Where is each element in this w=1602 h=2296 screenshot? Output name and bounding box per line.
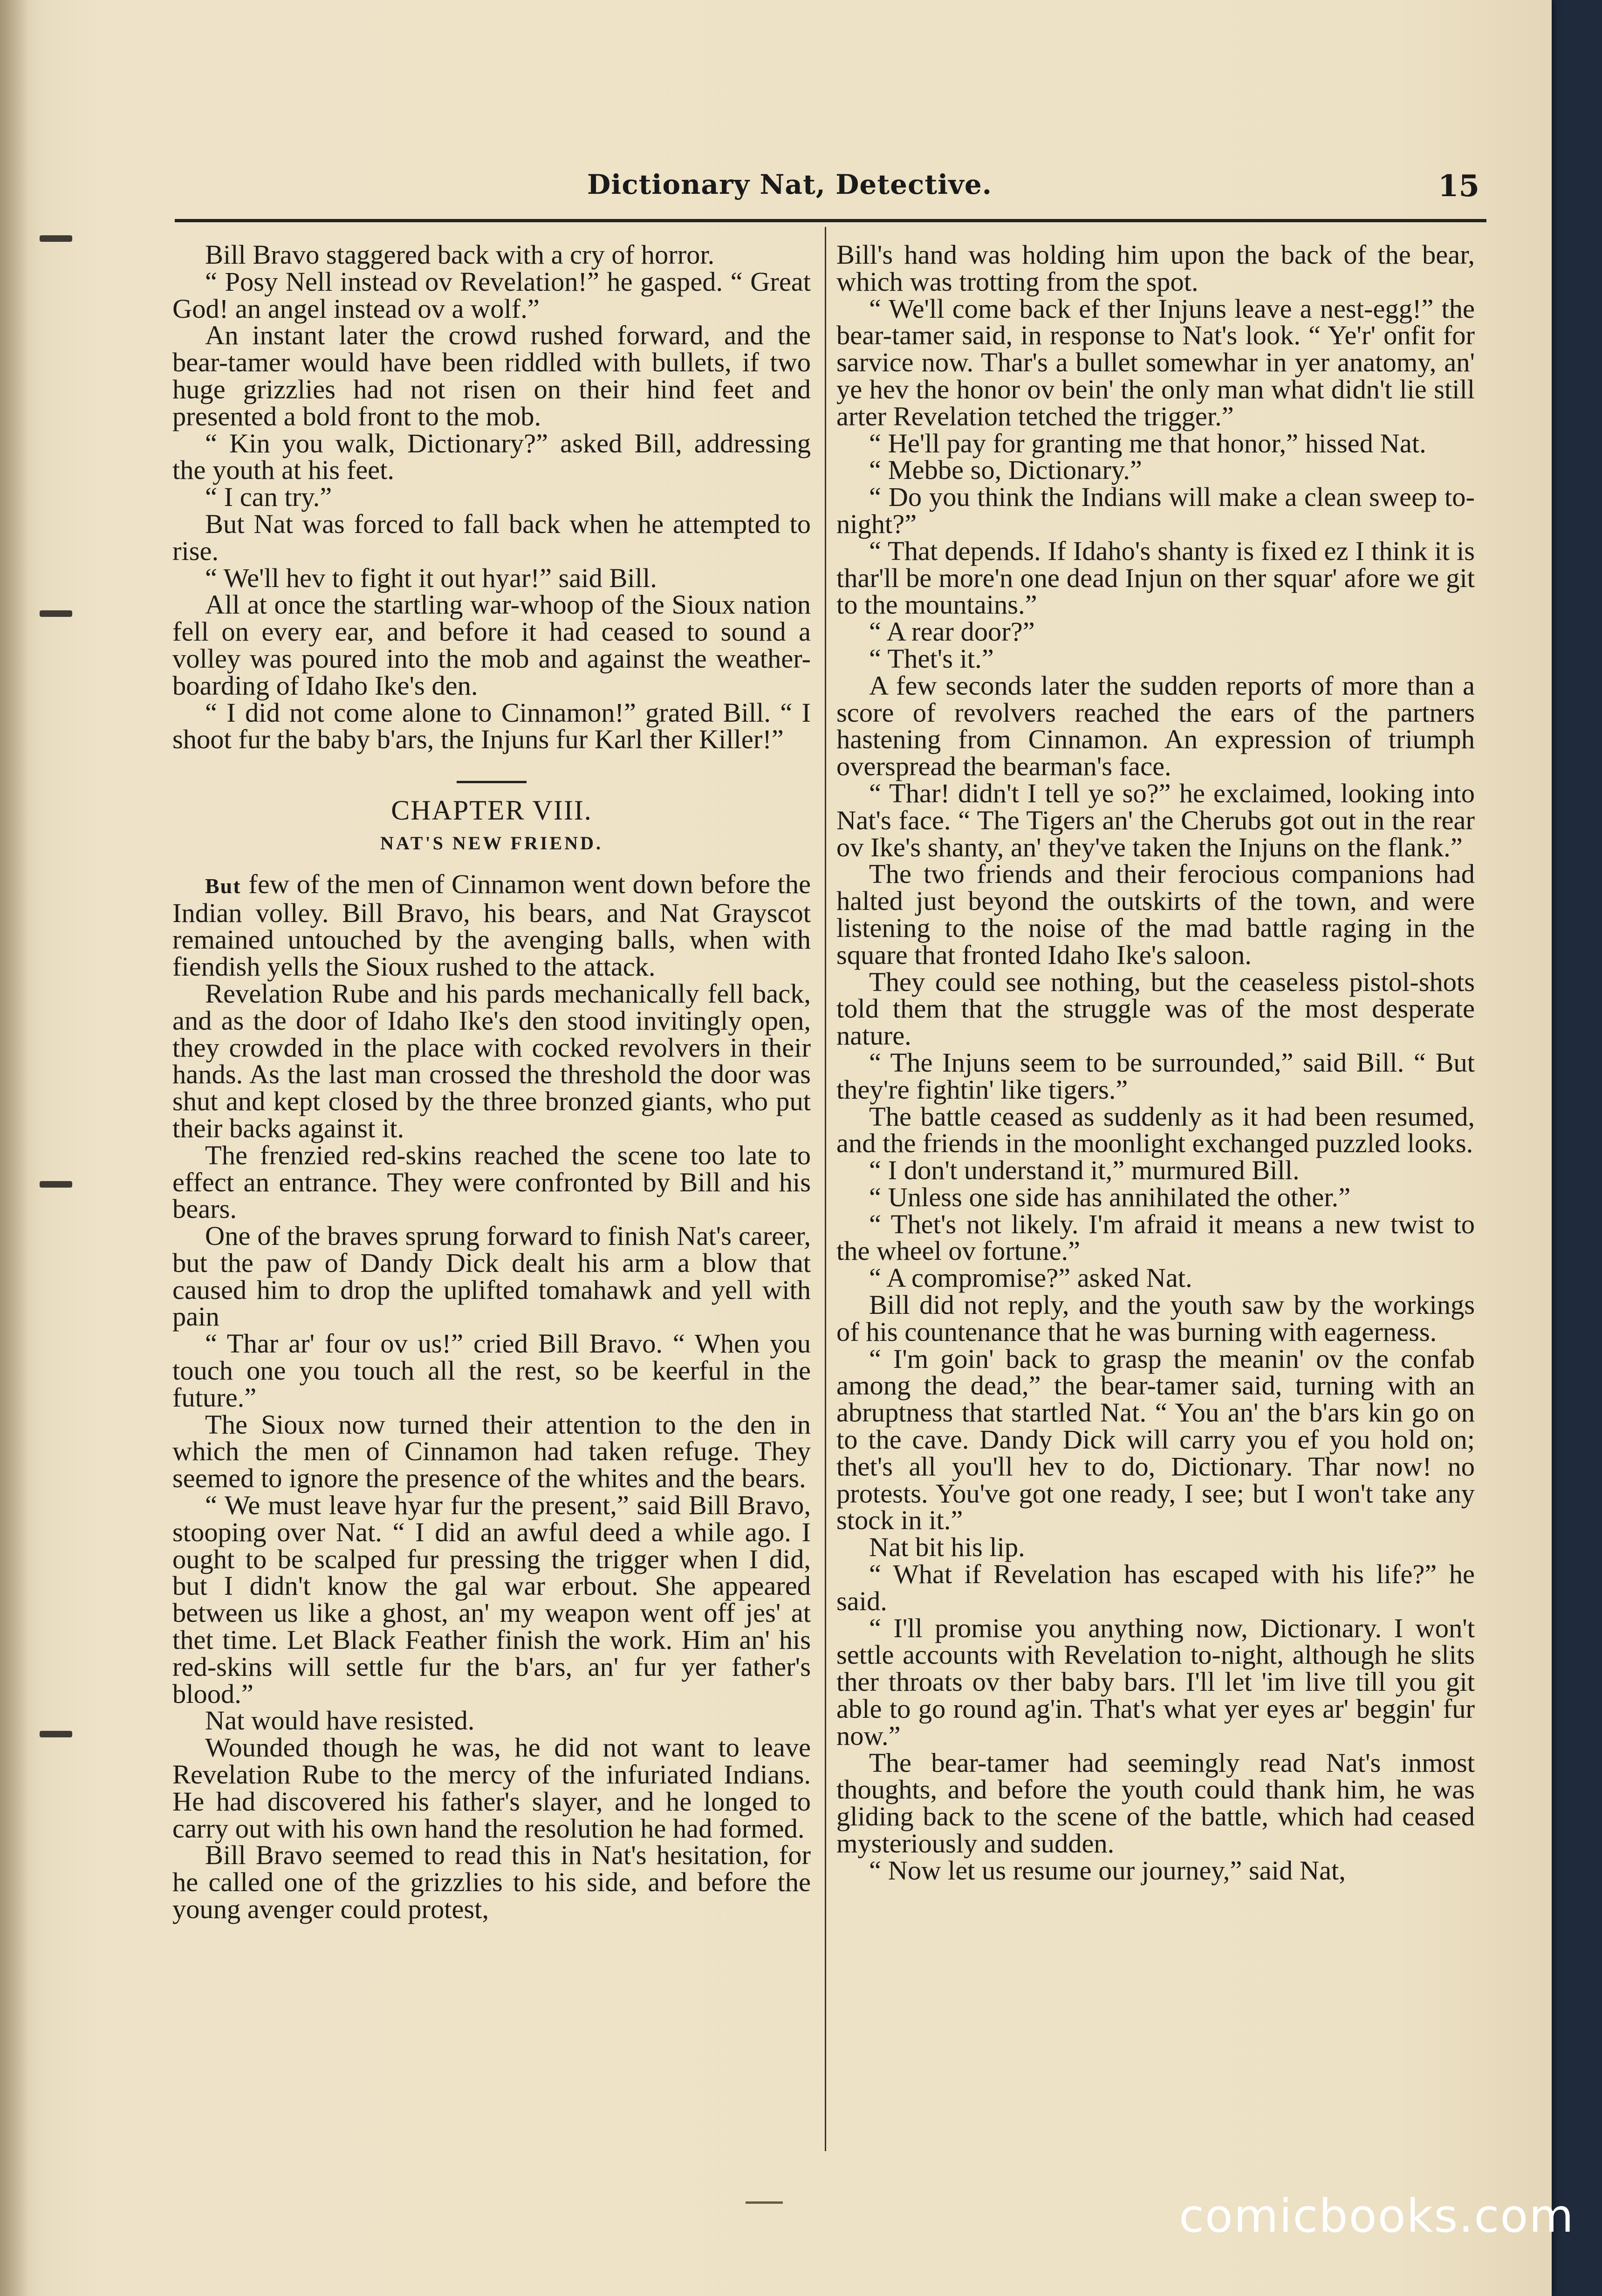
- paragraph: “ Thar! didn't I tell ye so?” he exclaimed, looking into Nat's face. “ The Tigers an' the Cherubs got out in the rear ov Ike's shanty, an' they've taken the Injuns on the flank.”: [836, 778, 1475, 862]
- paragraph: But Nat was forced to fall back when he attempted to rise.: [172, 508, 811, 566]
- paragraph: “ A compromise?” asked Nat.: [869, 1263, 1192, 1293]
- paragraph: [172, 868, 811, 982]
- paragraph: Bill did not reply, and the youth saw by the workings of his countenance that he was burning with eagerness.: [836, 1290, 1475, 1347]
- paragraph: Bill Bravo seemed to read this in Nat's hesitation, for he called one of the grizzlies to his side, and before the young avenger could protest,: [172, 1840, 811, 1925]
- paragraph: The frenzied red-skins reached the scene too late to effect an entrance. They were confronted by Bill and his bears.: [172, 1140, 811, 1224]
- paragraph: The bear-tamer had seemingly read Nat's inmost thoughts, and before the youth could thank him, he was gliding back to the scene of the battle, which had ceased mysteriously and sudden.: [836, 1747, 1475, 1859]
- paragraph: “ Unless one side has annihilated the other.”: [869, 1182, 1351, 1212]
- paragraph: “ Kin you walk, Dictionary?” asked Bill, addressing the youth at his feet.: [172, 428, 811, 485]
- paragraph: “ We must leave hyar fur the present,” said Bill Bravo, stooping over Nat. “ I did an awful deed a while ago. I ought to be scalped fur pressing the trigger when I did, but I didn't know the gal war erbout. She appeared between us like a ghost, an' my weapon went off jes' at thet time. Let Black Feather finish the work. Him an' his red-skins will settle fur the b'ars, an' fur yer father's blood.”: [172, 1490, 811, 1709]
- paragraph: Bill Bravo staggered back with a cry of horror.: [205, 239, 715, 270]
- watermark-logo: comicbooks.com: [1179, 2190, 1575, 2243]
- paragraph: Revelation Rube and his pards mechanically fell back, and as the door of Idaho Ike's den stood invitingly open, they crowded in the place with cocked revolvers in their hands. As the last man crossed the threshold the door was shut and kept closed by the three bronzed giants, who put their backs against it.: [172, 978, 811, 1143]
- paragraph: “ Thet's it.”: [869, 643, 994, 674]
- page-number: 15: [1438, 169, 1479, 204]
- paragraph: “ He'll pay for granting me that honor,” hissed Nat.: [869, 428, 1426, 458]
- paragraph: They could see nothing, but the ceaseless pistol-shots told them that the struggle was of the most desperate nature.: [836, 966, 1475, 1051]
- left-column: [172, 241, 811, 1923]
- paragraph: “ The Injuns seem to be surrounded,” said Bill. “ But they're fightin' like tigers.”: [836, 1047, 1475, 1105]
- column-divider: [825, 227, 826, 2151]
- paragraph: “ Now let us resume our journey,” said Nat,: [869, 1855, 1346, 1886]
- paragraph: “ We'll hev to fight it out hyar!” said Bill.: [205, 562, 657, 593]
- paragraph: “ Mebbe so, Dictionary.”: [869, 455, 1142, 485]
- page-header: [175, 169, 1479, 220]
- paragraph: The two friends and their ferocious companions had halted just beyond the outskirts of the town, and were listening to the noise of the mad battle raging in the square that fronted Idaho Ike's saloon.: [836, 859, 1475, 970]
- paragraph: “ That depends. If Idaho's shanty is fixed ez I think it is thar'll be more'n one dead Injun on ther squar' afore we git to the mountains.”: [836, 535, 1475, 620]
- chapter-title: CHAPTER VIII.: [391, 795, 592, 826]
- drop-word: But: [205, 874, 241, 898]
- binding-stitch: [40, 610, 72, 617]
- page-bottom-mark: [746, 2201, 783, 2204]
- header-rule: [175, 219, 1486, 222]
- chapter-subtitle: NAT'S NEW FRIEND.: [380, 832, 603, 854]
- paragraph: Nat bit his lip.: [869, 1532, 1025, 1563]
- paragraph: The Sioux now turned their attention to the den in which the men of Cinnamon had taken refuge. They seemed to ignore the presence of the whites and the bears.: [172, 1409, 811, 1494]
- gutter-shadow: [0, 0, 28, 2296]
- paragraph: “ I did not come alone to Cinnamon!” grated Bill. “ I shoot fur the baby b'ars, the Injuns fur Karl ther Killer!”: [172, 697, 811, 755]
- paragraph: “ I'll promise you anything now, Dictionary. I won't settle accounts with Revelation to-night, although he slits ther throats ov ther baby bars. I'll let 'im live till you git able to go round ag'in. That's what yer eyes ar' beggin' fur now.”: [836, 1613, 1475, 1751]
- paragraph: “ Thar ar' four ov us!” cried Bill Bravo. “ When you touch one you touch all the rest, so be keerful in the future.”: [172, 1328, 811, 1413]
- binding-stitch: [40, 235, 72, 242]
- paragraph: One of the braves sprung forward to finish Nat's career, but the paw of Dandy Dick dealt his arm a blow that caused him to drop the uplifted tomahawk and yell with pain: [172, 1221, 811, 1332]
- paragraph: All at once the startling war-whoop of the Sioux nation fell on every ear, and before it had ceased to sound a volley was poured into the mob and against the weather-boarding of Idaho Ike's den.: [172, 589, 811, 701]
- binding-stitch: [40, 1731, 72, 1737]
- paragraph: Nat would have resisted.: [205, 1705, 475, 1736]
- paragraph: Bill's hand was holding him upon the back of the bear, which was trotting from the spot.: [836, 239, 1475, 297]
- paragraph: “ Thet's not likely. I'm afraid it means a new twist to the wheel ov fortune.”: [836, 1209, 1475, 1266]
- paragraph: The battle ceased as suddenly as it had been resumed, and the friends in the moonlight exchanged puzzled looks.: [836, 1101, 1475, 1159]
- paragraph: A few seconds later the sudden reports of more than a score of revolvers reached the ears of the partners hastening from Cinnamon. An expression of triumph overspread the bearman's face.: [836, 670, 1475, 782]
- paragraph: “ Do you think the Indians will make a clean sweep to-night?”: [836, 482, 1475, 539]
- paragraph: “ What if Revelation has escaped with his life?” he said.: [836, 1559, 1475, 1616]
- paragraph-text: few of the men of Cinnamon went down before the Indian volley. Bill Bravo, his bears, and Nat Grayscot remained untouched by the avenging balls, when with fiendish yells the Sioux rushed to the attack.: [172, 868, 811, 982]
- paragraph: An instant later the crowd rushed forward, and the bear-tamer would have been riddled with bullets, if two huge grizzlies had not risen on their hind feet and presented a bold front to the mob.: [172, 320, 811, 431]
- paragraph: “ We'll come back ef ther Injuns leave a nest-egg!” the bear-tamer said, in response to Nat's look. “ Ye'r' onfit for sarvice now. Thar's a bullet somewhar in yer anatomy, an' ye hev the honor ov bein' the only man what didn't lie still arter Revelation tetched the trigger.”: [836, 293, 1475, 431]
- binding-stitch: [40, 1181, 72, 1188]
- paragraph: “ I don't understand it,” murmured Bill.: [869, 1155, 1300, 1186]
- running-title: Dictionary Nat, Detective.: [587, 169, 992, 200]
- paragraph: “ Posy Nell instead ov Revelation!” he gasped. “ Great God! an angel instead ov a wolf.”: [172, 266, 811, 324]
- paragraph: “ I'm goin' back to grasp the meanin' ov the confab among the dead,” the bear-tamer said, turning with an abruptness that startled Nat. “ You an' the b'ars kin go on to the cave. Dandy Dick will carry you ef you hold on; thet's all you'll hev to do, Dictionary. Thar now! no protests. You've got one ready, I see; but I won't take any stock in it.”: [836, 1343, 1475, 1536]
- right-column: [836, 241, 1475, 1884]
- section-rule: [457, 781, 527, 783]
- paragraph: “ A rear door?”: [869, 616, 1035, 647]
- paragraph: “ I can try.”: [205, 482, 332, 512]
- paragraph: Wounded though he was, he did not want to leave Revelation Rube to the mercy of the infuriated Indians. He had discovered his father's slayer, and he longed to carry out with his own hand the resolution he had formed.: [172, 1732, 811, 1844]
